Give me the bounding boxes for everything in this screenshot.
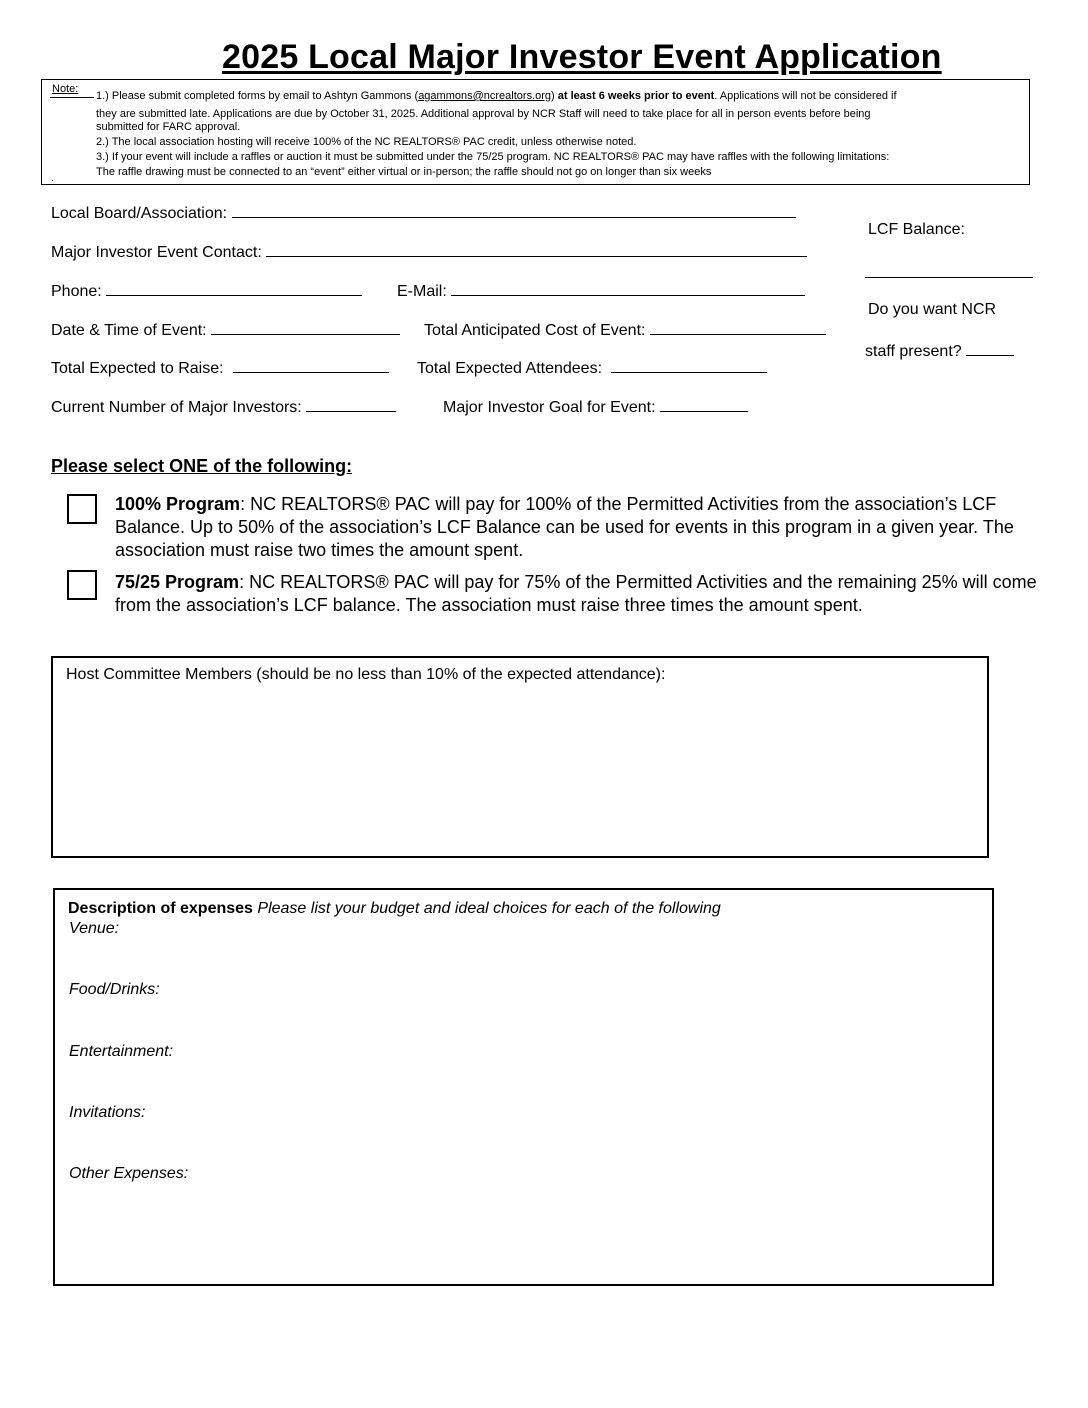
option-100-title: 100% Program [115,494,241,514]
expense-venue[interactable]: Venue: [69,920,120,937]
phone-field [51,281,362,301]
option-100-text: : NC REALTORS® PAC will pay for 100% of the Permitted Activities from the association’s LCF Balance. Up to 50% of the association’s LCF Balance can be used for events in this program in a given year. The association must raise two times the amount spent. [115,494,1014,560]
contact-input[interactable] [266,242,807,257]
option-75-25-text: : NC REALTORS® PAC will pay for 75% of the Permitted Activities and the remaining 25% will come from the association’s LCF balance. The association must raise three times the amount spent. [115,572,1037,615]
total-cost-field [424,320,826,340]
checkbox-100-program[interactable] [67,494,97,524]
expense-other[interactable]: Other Expenses: [69,1165,189,1182]
contact-field [51,242,807,262]
expected-attendees-label: Total Expected Attendees: [417,360,603,377]
local-board-field [51,203,796,223]
note-line-1-bold: at least 6 weeks prior to event [557,90,715,102]
investor-goal-label: Major Investor Goal for Event: [443,399,656,416]
host-committee-box[interactable] [51,656,989,858]
expenses-heading [68,900,721,918]
select-heading: Please select ONE of the following: [51,456,353,476]
email-link[interactable]: agammons@ncrealtors.org [418,90,552,102]
note-line-3: submitted for FARC approval. [96,121,241,133]
local-board-label: Local Board/Association: [51,205,228,222]
stray-mark: . [51,172,55,184]
investor-goal-input[interactable] [660,397,748,412]
note-line-2: they are submitted late. Applications are due by October 31, 2025. Additional approval by NCR Staff will need to take place for all in person events before being [96,108,871,120]
page-title: 2025 Local Major Investor Event Application [222,38,942,76]
date-time-field [51,320,400,340]
expected-raise-label: Total Expected to Raise: [51,360,224,377]
lcf-balance-input[interactable] [865,263,1033,278]
note-line-5: 3.) If your event will include a raffles or auction it must be submitted under the 75/25 program. NC REALTORS® PAC may have raffles with the following limitations: [96,151,890,163]
ncr-staff-field [865,341,1014,361]
expected-raise-field [51,358,389,378]
host-committee-label: Host Committee Members (should be no less than 10% of the expected attendance): [66,666,666,683]
expense-invitations[interactable]: Invitations: [69,1104,146,1121]
checkbox-75-25-program[interactable] [67,570,97,600]
email-field [397,281,805,301]
ncr-staff-input[interactable] [966,341,1014,356]
lcf-balance-label: LCF Balance: [868,221,965,238]
date-time-input[interactable] [211,320,400,335]
expected-attendees-input[interactable] [611,358,767,373]
email-input[interactable] [451,281,805,296]
total-cost-label: Total Anticipated Cost of Event: [424,322,646,339]
note-line-1 [96,90,897,103]
note-box [41,79,1030,185]
option-100-program [115,493,1045,562]
phone-label: Phone: [51,283,102,300]
local-board-input[interactable] [232,203,796,218]
expense-entertainment[interactable]: Entertainment: [69,1043,174,1060]
phone-input[interactable] [106,281,362,296]
expected-attendees-field [417,358,767,378]
note-label: Note: [52,83,79,95]
option-75-25-title: 75/25 Program [115,572,240,592]
current-investors-label: Current Number of Major Investors: [51,399,302,416]
expense-food-drinks[interactable]: Food/Drinks: [69,981,160,998]
ncr-staff-label-1: Do you want NCR [868,301,997,318]
option-75-25-program [115,571,1045,617]
date-time-label: Date & Time of Event: [51,322,207,339]
note-line-1-middle: ) [551,90,558,102]
expected-raise-input[interactable] [233,358,389,373]
note-label-underline [50,97,94,98]
contact-label: Major Investor Event Contact: [51,244,262,261]
total-cost-input[interactable] [650,320,826,335]
expenses-heading-bold: Description of expenses [68,900,253,917]
current-investors-field [51,397,396,417]
note-line-4: 2.) The local association hosting will receive 100% of the NC REALTORS® PAC credit, unless otherwise noted. [96,136,637,148]
current-investors-input[interactable] [306,397,396,412]
ncr-staff-label-2: staff present? [865,343,962,360]
note-line-1-prefix: 1.) Please submit completed forms by email to Ashtyn Gammons ( [96,90,419,102]
expenses-box [53,888,994,1286]
note-line-6: The raffle drawing must be connected to an “event” either virtual or in-person; the raffle should not go on longer than six weeks [96,166,712,178]
email-label: E-Mail: [397,283,447,300]
investor-goal-field [443,397,748,417]
expenses-heading-italic: Please list your budget and ideal choices for each of the following [252,900,721,917]
note-line-1-suffix: . Applications will not be considered if [714,90,897,102]
